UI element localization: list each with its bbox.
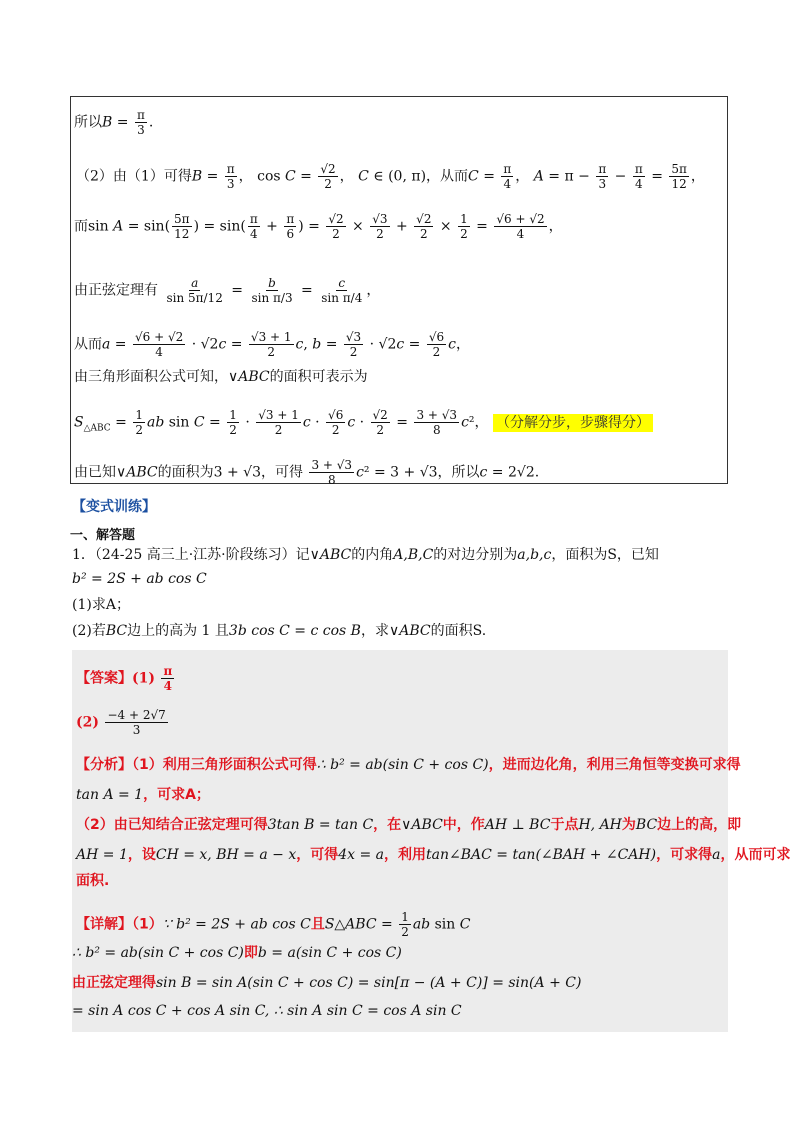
box-line-5: 从而a = $\frac{√6 + √2}{4}$ · √2c = $\frac{√3 + 1}{2}$ c, b = $\frac{√3}{2}$ · √2c = $\frac{√6}{2}$ c， bbox=[74, 330, 470, 359]
section-title: 【变式训练】 bbox=[72, 499, 156, 515]
answer-line-1: 【答案】(1) $\frac{\pi}{4}$ bbox=[76, 664, 173, 693]
analysis-line-4: AH = 1，设CH = x, BH = a − x，可得4x = a，利用tan∠BAC = tan(∠BAH + ∠CAH)，可求得a，从而可求 bbox=[76, 847, 791, 863]
question-2: (2)若BC边上的高为 1 且3b cos C = c cos B，求∨ABC的面积S. bbox=[72, 623, 487, 639]
box-line-2: （2）由（1）可得B = $\frac{\pi}{3}$ ， cos C = $\frac{√2}{2}$ ， C ∈ (0, π)，从而C = $\frac{\pi}{4}$ ， A = π − $\frac{\pi}{3}$ − $\frac{\pi}{4}$ = $\frac{5\pi}{12}$ ， bbox=[76, 162, 705, 191]
analysis-line-3: （2）由已知结合正弦定理可得3tan B = tan C，在∨ABC中，作AH ⊥ BC于点H, AH为BC边上的高，即 bbox=[76, 817, 742, 833]
box-line-6: 由三角形面积公式可知，∨ABC的面积可表示为 bbox=[74, 369, 368, 385]
problem-line-1: 1．（24-25 高三上·江苏·阶段练习）记∨ABC的内角A,B,C的对边分别为a,b,c，面积为S，已知 bbox=[72, 547, 659, 563]
box-line-8: 由已知∨ABC的面积为3 + √3，可得 $\frac{3 + √3}{8}$ c² = 3 + √3，所以c = 2√2. bbox=[74, 458, 540, 487]
answer-line-2: (2) $\frac{-4 + 2√7}{3}$ bbox=[76, 708, 166, 737]
box-line-3: 而sin A = sin( $\frac{5\pi}{12}$ ) = sin( $\frac{\pi}{4}$ + $\frac{\pi}{6}$ ) = $\frac{√2}{2}$ × $\frac{√3}{2}$ + $\frac{√2}{2}$ × $\frac{1}{2}$ = $\frac{√6 + √2}{4}$ ， bbox=[74, 212, 563, 241]
analysis-line-2: tan A = 1，可求A； bbox=[76, 787, 210, 803]
detail-line-3: 由正弦定理得sin B = sin A(sin C + cos C) = sin[π − (A + C)] = sin(A + C) bbox=[72, 975, 582, 991]
box-line-1: 所以B = $\frac{\pi}{3}$ . bbox=[74, 108, 154, 137]
box-line-7: $S_{\triangle ABC}$ = $\frac{1}{2}$ ab sin C = $\frac{1}{2}$ · $\frac{√3 + 1}{2}$ c · $\frac{√6}{2}$ c · $\frac{√2}{2}$ = $\frac{3 + √3}{8}$ c²， （分解分步，步骤得分） bbox=[74, 408, 653, 437]
box-line-4: 由正弦定理有 $\frac{a}{\sin 5\pi/12}$ = $\frac{b}{\text{sin π/3}}$ = $\frac{c}{\text{sin π/4}}$ ， bbox=[74, 276, 381, 305]
question-1: (1)求A； bbox=[72, 597, 130, 613]
problem-equation: b² = 2S + ab cos C bbox=[72, 571, 207, 587]
section-heading: 一、解答题 bbox=[70, 528, 136, 543]
analysis-line-1: 【分析】（1）利用三角形面积公式可得∴ b² = ab(sin C + cos C)，进而边化角，利用三角恒等变换可求得 bbox=[76, 757, 741, 773]
detail-line-4: = sin A cos C + cos A sin C, ∴ sin A sin C = cos A sin C bbox=[72, 1003, 462, 1019]
detail-line-1: 【详解】（1）∵ b² = 2S + ab cos C且S△ABC = $\frac{1}{2}$ ab sin C bbox=[76, 910, 471, 939]
score-highlight: （分解分步，步骤得分） bbox=[493, 414, 653, 432]
analysis-line-5: 面积. bbox=[76, 873, 110, 889]
detail-line-2: ∴ b² = ab(sin C + cos C)即b = a(sin C + cos C) bbox=[72, 945, 402, 961]
